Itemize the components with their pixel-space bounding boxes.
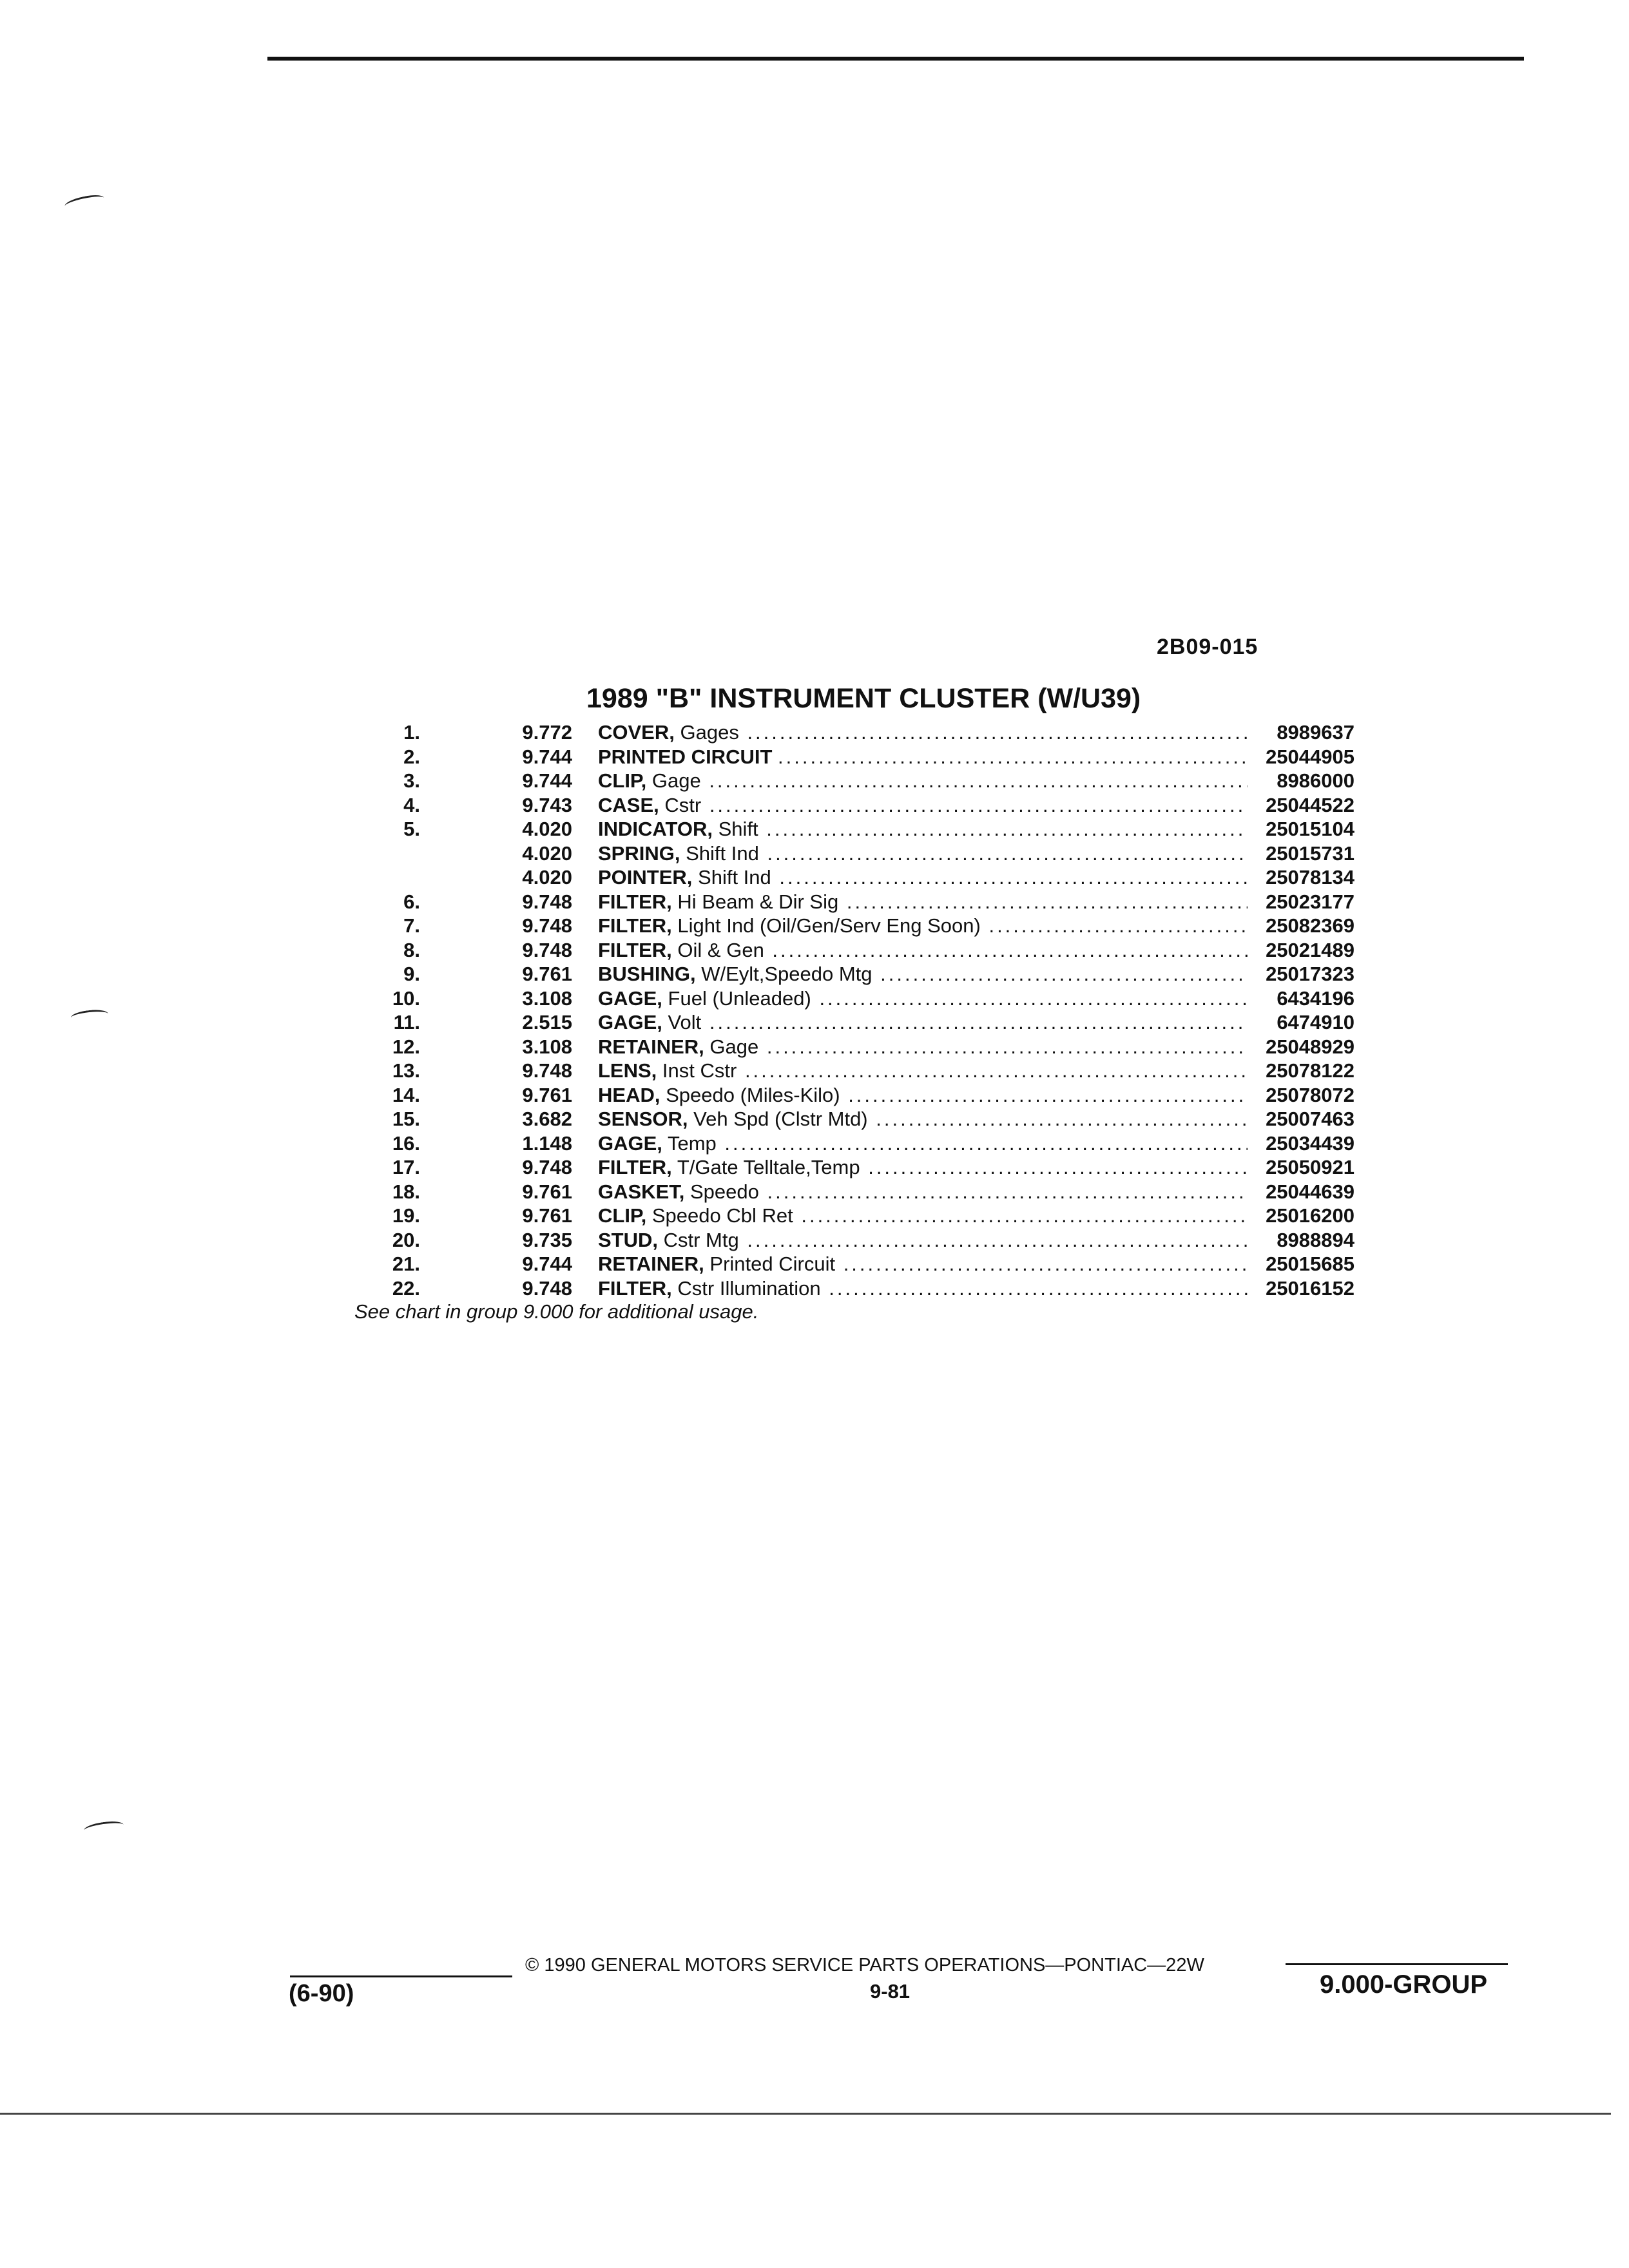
part-name: CASE, bbox=[598, 793, 659, 816]
part-name: STUD, bbox=[598, 1228, 658, 1251]
part-name: FILTER, bbox=[598, 1276, 672, 1300]
group-number: 9.748 bbox=[522, 890, 572, 913]
item-number: 6. bbox=[403, 890, 420, 913]
part-number: 25082369 bbox=[1266, 914, 1354, 937]
page-number: 9-81 bbox=[870, 1980, 911, 2003]
group-number: 1.148 bbox=[522, 1131, 572, 1155]
part-detail: Speedo (Miles-Kilo) bbox=[666, 1083, 840, 1106]
part-detail: Shift Ind bbox=[698, 866, 771, 889]
part-description bbox=[598, 720, 1248, 745]
part-row bbox=[361, 769, 1392, 793]
reference-code: 2B09-015 bbox=[1157, 635, 1258, 659]
part-row bbox=[361, 890, 1392, 914]
part-name: RETAINER, bbox=[598, 1035, 704, 1058]
group-number: 9.761 bbox=[522, 1204, 572, 1227]
part-description bbox=[598, 817, 1248, 841]
group-number: 4.020 bbox=[522, 866, 572, 889]
part-description bbox=[598, 986, 1248, 1011]
group-label: 9.000-GROUP bbox=[1320, 1970, 1488, 1999]
group-number: 9.748 bbox=[522, 1156, 572, 1178]
part-number: 25078134 bbox=[1266, 866, 1354, 889]
part-detail: Speedo Cbl Ret bbox=[651, 1204, 793, 1227]
part-row bbox=[361, 1010, 1392, 1035]
group-number: 9.748 bbox=[522, 1059, 572, 1082]
group-number: 3.108 bbox=[522, 1035, 572, 1058]
group-number: 9.761 bbox=[522, 1083, 572, 1106]
part-description bbox=[598, 1083, 1248, 1108]
footer-rule-left bbox=[290, 1975, 512, 1977]
top-rule bbox=[267, 57, 1524, 61]
part-row bbox=[361, 1252, 1392, 1276]
part-detail: Printed Circuit bbox=[709, 1253, 836, 1275]
group-number: 9.744 bbox=[522, 745, 572, 768]
part-description bbox=[598, 914, 1248, 938]
part-number: 25016200 bbox=[1266, 1204, 1354, 1227]
footer-copyright: © 1990 GENERAL MOTORS SERVICE PARTS OPERATIONS—PONTIAC—22W bbox=[525, 1955, 1204, 1975]
item-number: 15. bbox=[392, 1108, 420, 1130]
part-detail: Cstr Mtg bbox=[663, 1228, 739, 1251]
part-detail: Hi Beam & Dir Sig bbox=[677, 890, 839, 913]
part-row bbox=[361, 1131, 1392, 1156]
part-name: COVER, bbox=[598, 721, 675, 744]
part-description bbox=[598, 962, 1248, 986]
part-description bbox=[598, 1276, 1248, 1301]
part-detail: Speedo bbox=[689, 1180, 759, 1203]
item-number: 20. bbox=[392, 1228, 420, 1251]
part-number: 8989637 bbox=[1277, 721, 1354, 744]
part-number: 6474910 bbox=[1277, 1011, 1354, 1033]
section-title: 1989 "B" INSTRUMENT CLUSTER (W/U39) bbox=[586, 683, 1141, 714]
part-detail: Cstr Illumination bbox=[677, 1276, 821, 1300]
part-name: SPRING, bbox=[598, 841, 680, 865]
part-name: GAGE, bbox=[598, 986, 662, 1010]
group-number: 4.020 bbox=[522, 818, 572, 840]
item-number: 5. bbox=[403, 818, 420, 840]
part-detail: Shift Ind bbox=[686, 841, 759, 865]
part-description bbox=[598, 769, 1248, 793]
part-row bbox=[361, 817, 1392, 841]
part-name: GAGE, bbox=[598, 1131, 662, 1155]
revision-date: (6-90) bbox=[289, 1980, 354, 2007]
part-detail: Gages bbox=[680, 721, 739, 744]
item-number: 17. bbox=[392, 1156, 420, 1178]
part-row bbox=[361, 720, 1392, 745]
part-name: POINTER, bbox=[598, 866, 693, 889]
group-number: 9.743 bbox=[522, 793, 572, 816]
part-row bbox=[361, 938, 1392, 963]
part-name: FILTER, bbox=[598, 914, 672, 937]
item-number: 4. bbox=[403, 793, 420, 816]
item-number: 14. bbox=[392, 1083, 420, 1106]
item-number: 3. bbox=[403, 769, 420, 792]
item-number: 18. bbox=[392, 1180, 420, 1203]
part-description bbox=[598, 890, 1248, 914]
part-name: HEAD, bbox=[598, 1083, 660, 1106]
footer-rule-right bbox=[1286, 1963, 1508, 1965]
part-name: SENSOR, bbox=[598, 1108, 688, 1130]
group-number: 9.761 bbox=[522, 1180, 572, 1203]
part-detail: Volt bbox=[668, 1011, 702, 1033]
item-number: 12. bbox=[392, 1035, 420, 1058]
part-number: 25044522 bbox=[1266, 793, 1354, 816]
part-row bbox=[361, 1083, 1392, 1108]
part-row bbox=[361, 1059, 1392, 1083]
part-number: 25016152 bbox=[1266, 1276, 1354, 1300]
part-description bbox=[598, 1010, 1248, 1035]
part-number: 25044905 bbox=[1266, 745, 1354, 768]
part-row bbox=[361, 1107, 1392, 1131]
part-name: PRINTED CIRCUIT bbox=[598, 745, 773, 768]
part-number: 8986000 bbox=[1277, 769, 1354, 792]
part-name: FILTER, bbox=[598, 1156, 672, 1178]
part-name: RETAINER, bbox=[598, 1253, 704, 1275]
part-name: INDICATOR, bbox=[598, 818, 713, 840]
item-number: 9. bbox=[403, 963, 420, 985]
part-number: 25021489 bbox=[1266, 938, 1354, 961]
part-number: 25048929 bbox=[1266, 1035, 1354, 1058]
part-name: FILTER, bbox=[598, 938, 672, 961]
part-name: GASKET, bbox=[598, 1180, 685, 1203]
part-detail: Inst Cstr bbox=[662, 1059, 737, 1082]
part-detail: Temp bbox=[667, 1131, 717, 1155]
part-description bbox=[598, 1155, 1248, 1180]
part-description bbox=[598, 793, 1248, 818]
part-number: 25050921 bbox=[1266, 1156, 1354, 1178]
part-detail: T/Gate Telltale,Temp bbox=[677, 1156, 860, 1178]
part-name: FILTER, bbox=[598, 890, 672, 913]
part-number: 25044639 bbox=[1266, 1180, 1354, 1203]
part-number: 8988894 bbox=[1277, 1228, 1354, 1251]
part-number: 25015685 bbox=[1266, 1253, 1354, 1275]
part-detail: Light Ind (Oil/Gen/Serv Eng Soon) bbox=[677, 914, 981, 937]
part-detail: Shift bbox=[718, 818, 758, 840]
part-description bbox=[598, 1180, 1248, 1204]
item-number: 22. bbox=[392, 1276, 420, 1300]
item-number: 21. bbox=[392, 1253, 420, 1275]
group-number: 9.744 bbox=[522, 769, 572, 792]
item-number: 7. bbox=[403, 914, 420, 937]
part-row bbox=[361, 745, 1392, 769]
part-row bbox=[361, 1035, 1392, 1059]
part-number: 25017323 bbox=[1266, 963, 1354, 985]
part-number: 25007463 bbox=[1266, 1108, 1354, 1130]
group-number: 9.748 bbox=[522, 914, 572, 937]
part-row bbox=[361, 1155, 1392, 1180]
parts-list bbox=[361, 720, 1392, 1300]
part-number: 25023177 bbox=[1266, 890, 1354, 913]
part-number: 25078122 bbox=[1266, 1059, 1354, 1082]
part-number: 25078072 bbox=[1266, 1083, 1354, 1106]
part-row bbox=[361, 865, 1392, 890]
part-name: CLIP, bbox=[598, 1204, 647, 1227]
part-detail: Fuel (Unleaded) bbox=[668, 986, 811, 1010]
group-number: 3.108 bbox=[522, 986, 572, 1010]
part-description bbox=[598, 1228, 1248, 1253]
part-number: 25034439 bbox=[1266, 1131, 1354, 1155]
scan-mark bbox=[64, 193, 105, 212]
part-description bbox=[598, 1131, 1248, 1156]
part-name: BUSHING, bbox=[598, 963, 696, 985]
part-row bbox=[361, 1204, 1392, 1228]
part-number: 25015731 bbox=[1266, 841, 1354, 865]
part-description bbox=[598, 865, 1248, 890]
part-name: CLIP, bbox=[598, 769, 647, 792]
group-number: 4.020 bbox=[522, 841, 572, 865]
part-row bbox=[361, 841, 1392, 866]
part-row bbox=[361, 914, 1392, 938]
part-description bbox=[598, 1107, 1248, 1131]
group-number: 9.748 bbox=[522, 938, 572, 961]
part-description bbox=[598, 841, 1248, 866]
group-number: 9.744 bbox=[522, 1253, 572, 1275]
scan-mark bbox=[70, 1008, 108, 1023]
bottom-rule bbox=[0, 2113, 1611, 2115]
part-detail: Gage bbox=[651, 769, 701, 792]
part-detail: Veh Spd (Clstr Mtd) bbox=[693, 1108, 868, 1130]
item-number: 8. bbox=[403, 938, 420, 961]
scan-mark bbox=[83, 1820, 124, 1836]
part-detail: W/Eylt,Speedo Mtg bbox=[701, 963, 872, 985]
group-number: 9.735 bbox=[522, 1228, 572, 1251]
part-description bbox=[598, 1252, 1248, 1276]
group-number: 3.682 bbox=[522, 1108, 572, 1130]
group-number: 9.748 bbox=[522, 1276, 572, 1300]
part-description bbox=[598, 938, 1248, 963]
part-description bbox=[598, 1035, 1248, 1059]
part-description bbox=[598, 1059, 1248, 1083]
item-number: 10. bbox=[392, 986, 420, 1010]
part-detail: Gage bbox=[709, 1035, 759, 1058]
usage-note: See chart in group 9.000 for additional usage. bbox=[354, 1300, 759, 1323]
part-row bbox=[361, 962, 1392, 986]
part-detail: Cstr bbox=[664, 793, 702, 816]
part-row bbox=[361, 1276, 1392, 1301]
group-number: 9.772 bbox=[522, 721, 572, 744]
item-number: 1. bbox=[403, 721, 420, 744]
item-number: 2. bbox=[403, 745, 420, 768]
item-number: 11. bbox=[393, 1011, 420, 1033]
part-row bbox=[361, 1228, 1392, 1253]
item-number: 16. bbox=[392, 1131, 420, 1155]
part-detail: Oil & Gen bbox=[677, 938, 764, 961]
part-description bbox=[598, 745, 1248, 769]
part-name: LENS, bbox=[598, 1059, 657, 1082]
part-number: 25015104 bbox=[1266, 818, 1354, 840]
part-name: GAGE, bbox=[598, 1011, 662, 1033]
group-number: 9.761 bbox=[522, 963, 572, 985]
part-description bbox=[598, 1204, 1248, 1228]
part-row bbox=[361, 1180, 1392, 1204]
part-number: 6434196 bbox=[1277, 986, 1354, 1010]
group-number: 2.515 bbox=[522, 1011, 572, 1033]
part-row bbox=[361, 793, 1392, 818]
part-row bbox=[361, 986, 1392, 1011]
item-number: 13. bbox=[392, 1059, 420, 1082]
item-number: 19. bbox=[392, 1204, 420, 1227]
